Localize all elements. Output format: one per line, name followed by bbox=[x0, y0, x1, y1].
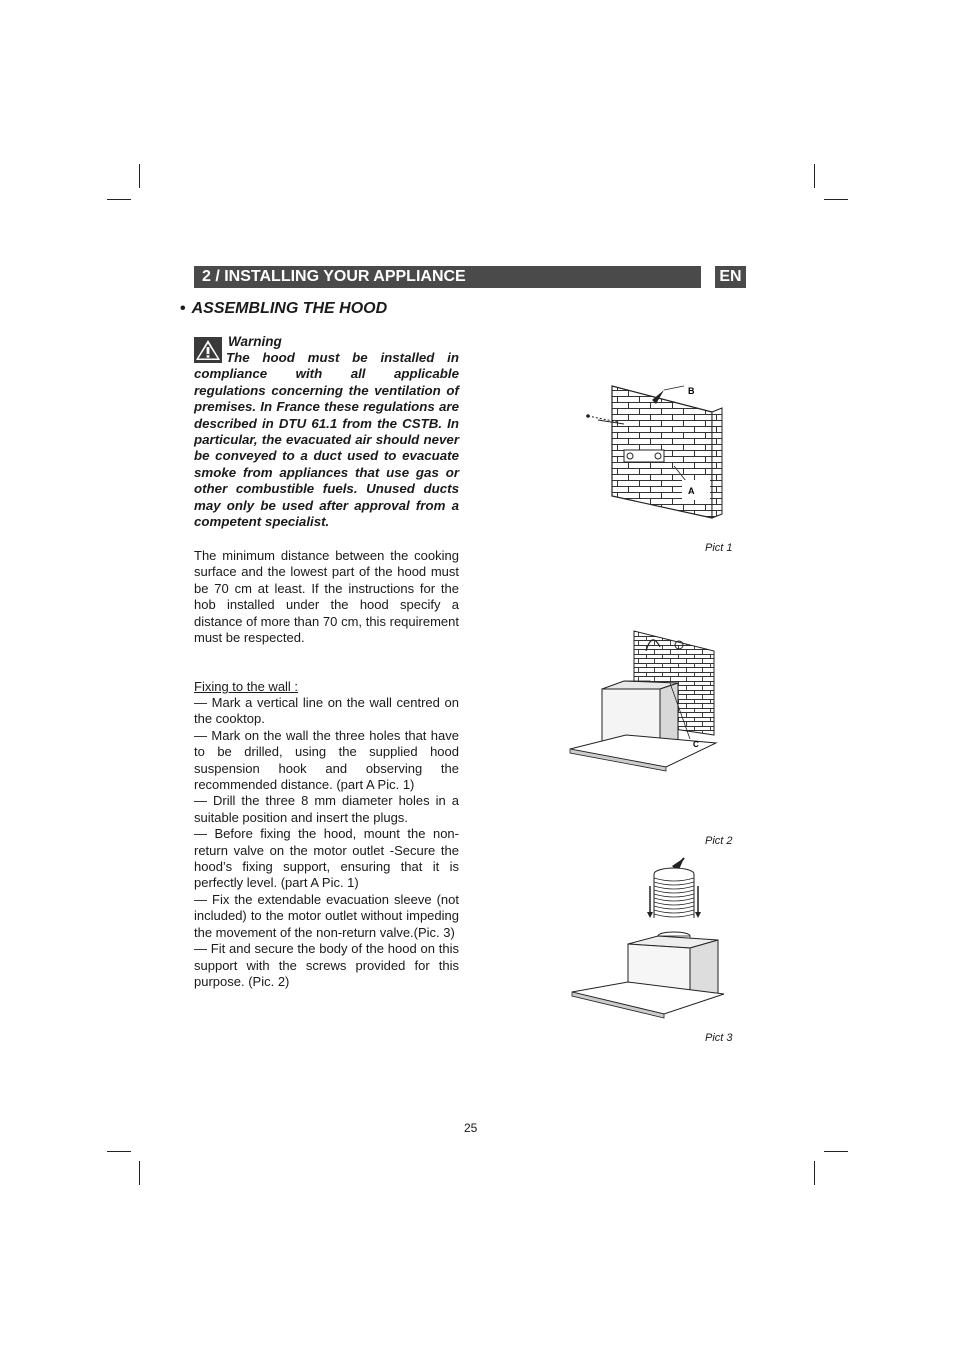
step-2: — Mark on the wall the three holes that have to be drilled, using the supplied hood suspension hook and observing the recommended distance. (part A Pic. 1) bbox=[194, 727, 459, 793]
page-number: 25 bbox=[464, 1121, 478, 1135]
step-4: — Before fixing the hood, mount the non-return valve on the motor outlet -Secure the hood’s fixing support, ensuring that it is perfectly level. (part A Pic. 1) bbox=[194, 826, 459, 891]
crop-mark bbox=[139, 1161, 140, 1185]
pict1-label-b: B bbox=[688, 386, 695, 396]
crop-mark bbox=[107, 1151, 131, 1152]
pict1-label-a: A bbox=[688, 486, 695, 496]
step-3: — Drill the three 8 mm diameter holes in a suitable position and insert the plugs. bbox=[194, 793, 459, 825]
step-1: — Mark a vertical line on the wall centred on the cooktop. bbox=[194, 695, 459, 727]
crop-mark bbox=[139, 164, 140, 188]
pict2-illustration bbox=[566, 627, 724, 772]
distance-paragraph: The minimum distance between the cooking surface and the lowest part of the hood must be 70 cm at least. If the instructions for the hob installed under the hood specify a distance of more than 70 cm, this requirement must be respected. bbox=[194, 548, 459, 646]
crop-mark bbox=[824, 199, 848, 200]
pict2-label-c: C bbox=[693, 740, 699, 749]
fixing-title: Fixing to the wall : bbox=[194, 679, 299, 694]
crop-mark bbox=[824, 1151, 848, 1152]
crop-mark bbox=[107, 199, 131, 200]
step-5: — Fix the extendable evacuation sleeve (not included) to the motor outlet without impeding the movement of the non-return valve.(Pic. 3) bbox=[194, 891, 459, 940]
crop-mark bbox=[814, 164, 815, 188]
language-badge: EN bbox=[715, 266, 746, 288]
pict3-illustration bbox=[568, 852, 728, 1030]
pict1-illustration bbox=[584, 378, 736, 523]
step-6: — Fit and secure the body of the hood on this support with the screws provided for this purpose. (Pic. 2) bbox=[194, 941, 459, 989]
fixing-steps bbox=[194, 695, 459, 990]
warning-text: The hood must be installed in compliance with all applicable regulations concerning the ventilation of premises. In France these regulations are described in DTU 61.1 from the CSTB. In particular, the evacuated air should never be conveyed to a duct used to evacuate smoke from appliances that use gas or other combustible fuels. Unused ducts may only be used after approval from a competent specialist. bbox=[194, 350, 459, 530]
crop-mark bbox=[814, 1161, 815, 1185]
pict1-caption: Pict 1 bbox=[705, 542, 733, 554]
section-title-bar: 2 / INSTALLING YOUR APPLIANCE bbox=[194, 266, 701, 288]
section-heading bbox=[180, 299, 387, 319]
section-heading-text: ASSEMBLING THE HOOD bbox=[191, 300, 388, 317]
pict2-caption: Pict 2 bbox=[705, 835, 733, 847]
pict3-caption: Pict 3 bbox=[705, 1032, 733, 1044]
warning-title: Warning bbox=[228, 334, 282, 349]
bullet: • bbox=[180, 300, 186, 317]
